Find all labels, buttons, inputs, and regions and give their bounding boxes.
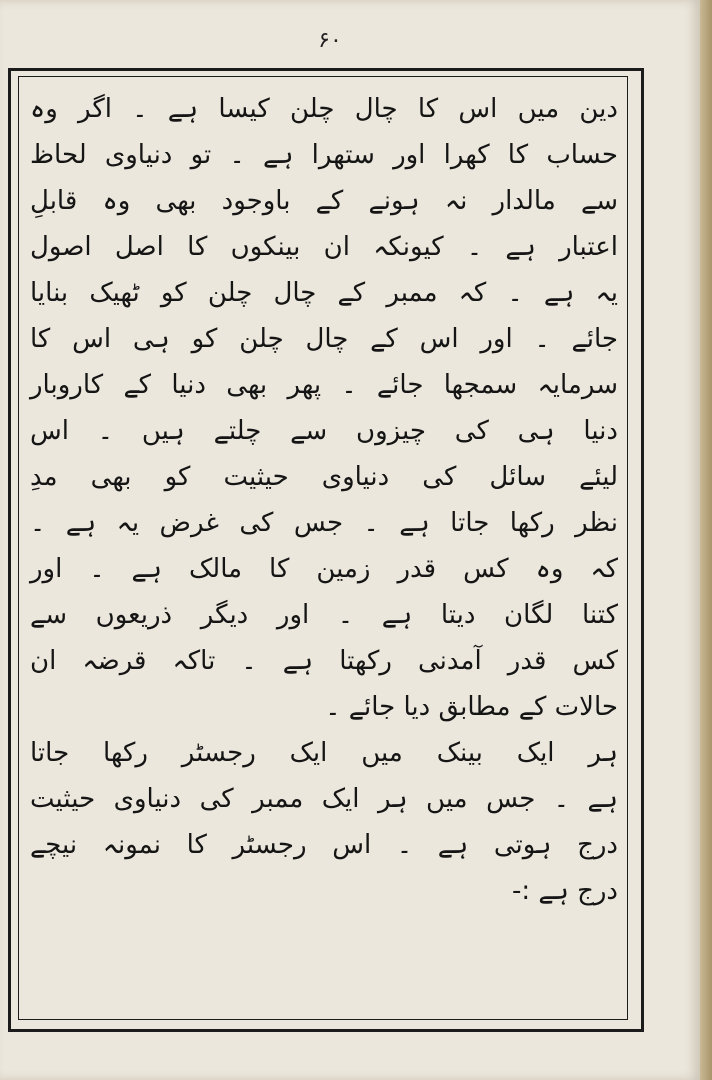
text-line: اعتبار ہے ۔ کیونکہ ان بینکوں کا اصل اصول [30, 232, 618, 262]
text-line: دنیا ہی کی چیزوں سے چلتے ہیں ۔ اس [30, 416, 618, 446]
text-line: کتنا لگان دیتا ہے ۔ اور دیگر ذریعوں سے [30, 600, 618, 630]
body-text [30, 86, 618, 914]
text-line: حالات کے مطابق دیا جائے ۔ [325, 692, 618, 722]
text-line: ہے ۔ جس میں ہر ایک ممبر کی دنیاوی حیثیت [30, 784, 618, 814]
page-number: ۶۰ [318, 28, 342, 53]
text-line: حساب کا کھرا اور ستھرا ہے ۔ تو دنیاوی لحاظ [30, 140, 618, 170]
text-line: ہر ایک بینک میں ایک رجسٹر رکھا جاتا [30, 738, 618, 768]
text-line: نظر رکھا جاتا ہے ۔ جس کی غرض یہ ہے ۔ [30, 508, 618, 538]
text-line: کس قدر آمدنی رکھتا ہے ۔ تاکہ قرضہ ان [30, 646, 618, 676]
text-line: سے مالدار نہ ہونے کے باوجود بھی وہ قابلِ [30, 186, 618, 216]
text-line: درج ہوتی ہے ۔ اس رجسٹر کا نمونہ نیچے [30, 830, 618, 860]
text-line: درج ہے :- [511, 876, 618, 906]
page-edge [700, 0, 712, 1080]
text-line: دین میں اس کا چال چلن کیسا ہے ۔ اگر وہ [30, 94, 618, 124]
text-line: سرمایہ سمجھا جائے ۔ پھر بھی دنیا کے کاروبار [30, 370, 618, 400]
text-line: کہ وہ کس قدر زمین کا مالک ہے ۔ اور [30, 554, 618, 584]
text-line: جائے ۔ اور اس کے چال چلن کو ہی اس کا [30, 324, 618, 354]
text-line: یہ ہے ۔ کہ ممبر کے چال چلن کو ٹھیک بنایا [30, 278, 618, 308]
text-line: لیئے سائل کی دنیاوی حیثیت کو بھی مدِ [30, 462, 618, 492]
